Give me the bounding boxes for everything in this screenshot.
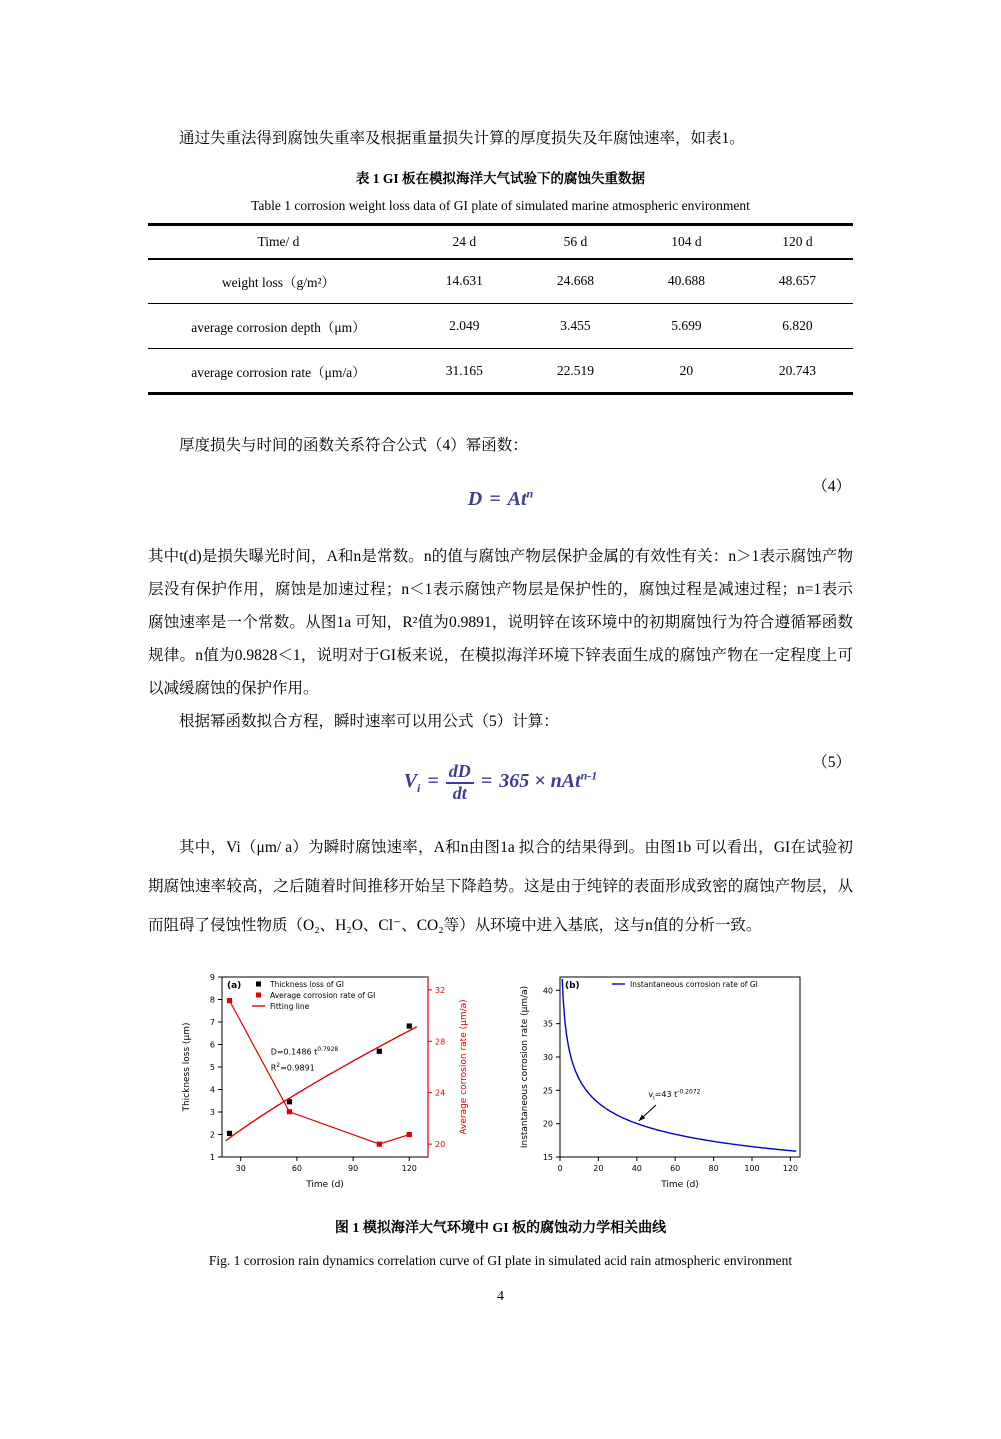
row-label: average corrosion depth（μm） — [191, 320, 366, 335]
figure-caption-zh: 图 1 模拟海洋大气环境中 GI 板的腐蚀动力学相关曲线 — [334, 1221, 667, 1236]
svg-text:(b): (b) — [564, 981, 580, 991]
svg-text:6: 6 — [209, 1040, 215, 1050]
chart-b-instantaneous-rate — [514, 963, 826, 1205]
equation-5-number: （5） — [812, 754, 851, 771]
cell-value: 3.455 — [560, 318, 591, 333]
formula5-intro-paragraph: 根据幂函数拟合方程，瞬时速率可以用公式（5）计算： — [179, 713, 559, 730]
table-row-corrosion-depth — [148, 304, 853, 349]
svg-text:40: 40 — [542, 986, 553, 996]
svg-text:90: 90 — [347, 1164, 358, 1173]
svg-text:20: 20 — [592, 1164, 603, 1173]
cell-value: 5.699 — [671, 318, 702, 333]
svg-text:32: 32 — [434, 985, 445, 995]
n-discussion-paragraph: 其中t(d)是损失曝光时间，A和n是常数。n的值与腐蚀产物层保护金属的有效性有关：n＞1表示腐蚀产物层没有保护作用，腐蚀是加速过程；n＜1表示腐蚀产物层是保护性的，腐蚀过程是减速过程；n=1表示腐蚀速率是一个常数。从图1a 可知，R²值为0.9891，说明锌在该环境中的初期腐蚀行为符合遵循幂函数规律。n值为0.9828＜1，说明对于GI板来说，在模拟海洋环境下锌表面生成的腐蚀产物在一定程度上可以减缓腐蚀的保护作用。 — [148, 548, 853, 697]
chart-a-thickness-loss — [176, 963, 488, 1205]
svg-text:D=0.1486 t0.7928: D=0.1486 $t^{0.7928}$ — [270, 1046, 338, 1057]
table-header-24d: 24 d — [452, 233, 477, 249]
svg-text:7: 7 — [209, 1018, 215, 1027]
page-number: 4 — [497, 1289, 504, 1304]
svg-text:(a): (a) — [226, 981, 241, 991]
table-header-56d: 56 d — [563, 233, 588, 249]
intro-paragraph: 通过失重法得到腐蚀失重率及根据重量损失计算的厚度损失及年腐蚀速率，如表1。 — [179, 130, 745, 147]
svg-text:Time (d): Time (d) — [305, 1180, 344, 1190]
equation-4-number: （4） — [812, 478, 851, 495]
svg-text:Fitting line: Fitting line — [269, 1002, 309, 1011]
svg-text:Average corrosion rate (μm/a): Average corrosion rate (μm/a) — [458, 999, 469, 1135]
svg-text:vi=43 t-0.2072: $v_i=43$ $t^{-0.2072}$ — [647, 1088, 700, 1102]
equation-4-body: $D = At^n$ — [467, 486, 534, 510]
row-label: weight loss（g/m²） — [221, 275, 336, 291]
svg-text:Thickness loss of GI: Thickness loss of GI — [269, 980, 344, 989]
cell-value: 22.519 — [556, 362, 594, 378]
svg-text:28: 28 — [434, 1037, 445, 1047]
svg-text:Instantaneous corrosion rate o: Instantaneous corrosion rate of GI — [629, 980, 758, 989]
svg-text:30: 30 — [235, 1164, 246, 1173]
table-row-corrosion-rate — [148, 349, 853, 394]
svg-text:35: 35 — [542, 1019, 553, 1029]
cell-value: 48.657 — [778, 273, 817, 289]
svg-text:1: 1 — [209, 1153, 215, 1162]
cell-value: 20 — [679, 362, 694, 378]
cell-value: 40.688 — [667, 273, 705, 289]
svg-text:60: 60 — [669, 1164, 680, 1173]
table-header-row — [148, 225, 853, 259]
cell-value: 20.743 — [778, 362, 817, 378]
svg-text:Instantaneous corrosion rate (: Instantaneous corrosion rate (μm/a) — [519, 985, 530, 1149]
corrosion-data-table — [148, 223, 853, 395]
svg-text:20: 20 — [434, 1140, 445, 1150]
row-label: average corrosion rate（μm/a） — [191, 364, 366, 380]
svg-text:30: 30 — [542, 1053, 553, 1062]
table-row-weight-loss — [148, 259, 853, 304]
equation-5 — [148, 754, 853, 806]
table-header-120d: 120 d — [782, 233, 813, 249]
svg-text:24: 24 — [434, 1088, 445, 1098]
table-header-104d: 104 d — [671, 233, 702, 249]
svg-text:25: 25 — [542, 1086, 553, 1096]
table-header-time: Time/ d — [257, 233, 300, 249]
cell-value: 6.820 — [782, 318, 813, 333]
svg-text:60: 60 — [291, 1164, 302, 1173]
svg-text:40: 40 — [631, 1164, 642, 1173]
svg-text:2: 2 — [209, 1130, 215, 1140]
svg-text:4: 4 — [209, 1085, 215, 1095]
vi-discussion-paragraph: 其中，Vi（μm/ a）为瞬时腐蚀速率，A和n由图1a 拟合的结果得到。由图1b 可以看出，GI在试验初期腐蚀速率较高，之后随着时间推移开始呈下降趋势。这是由于纯锌的表面形成致密的腐蚀产物层，从而阻碍了侵蚀性物质（O₂、H₂O、Cl⁻、CO₂等）从环境中进入基底，这与n值的分析一致。 — [148, 839, 853, 934]
svg-text:Average corrosion rate of GI: Average corrosion rate of GI — [269, 991, 375, 1000]
svg-text:120: 120 — [782, 1164, 798, 1173]
svg-text:R2=0.9891: $R^2=0.9891$ — [270, 1061, 315, 1073]
figure-1 — [148, 963, 853, 1205]
svg-text:100: 100 — [743, 1164, 760, 1173]
cell-value: 2.049 — [449, 318, 480, 333]
table-caption-en: Table 1 corrosion weight loss data of GI plate of simulated marine atmospheric environment — [251, 198, 750, 213]
svg-text:8: 8 — [209, 995, 215, 1005]
cell-value: 31.165 — [445, 362, 483, 378]
svg-text:Thickness loss (μm): Thickness loss (μm) — [181, 1022, 192, 1112]
cell-value: 24.668 — [556, 273, 594, 289]
svg-text:0: 0 — [556, 1164, 563, 1173]
svg-text:5: 5 — [209, 1063, 215, 1072]
table-caption-zh: 表 1 GI 板在模拟海洋大气试验下的腐蚀失重数据 — [355, 171, 646, 186]
equation-4 — [148, 478, 853, 530]
svg-text:20: 20 — [542, 1119, 553, 1129]
formula4-intro-paragraph: 厚度损失与时间的函数关系符合公式（4）幂函数： — [179, 437, 528, 454]
svg-text:15: 15 — [542, 1153, 553, 1162]
svg-text:9: 9 — [209, 973, 215, 982]
figure-caption-en: Fig. 1 corrosion rain dynamics correlation curve of GI plate in simulated acid rain atmospheric environment — [208, 1253, 793, 1268]
svg-text:Time (d): Time (d) — [660, 1180, 699, 1190]
equation-5-body: $V_i$ = $\frac{dD}{dt}$ = 365 × nAt$^{n-1}$ — [403, 761, 598, 803]
svg-text:3: 3 — [209, 1108, 215, 1117]
cell-value: 14.631 — [445, 273, 483, 289]
svg-text:80: 80 — [708, 1164, 719, 1173]
svg-text:120: 120 — [401, 1164, 417, 1173]
